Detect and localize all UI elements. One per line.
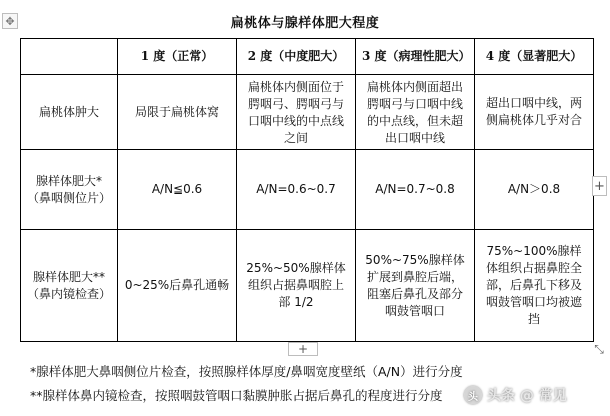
- move-arrows-icon[interactable]: ✥: [2, 13, 18, 29]
- table-cell: 75%~100%腺样体组织占据鼻腔全部，后鼻孔下移及咽鼓管咽口均被遮挡: [475, 230, 594, 342]
- table-cell: 25%~50%腺样体组织占据鼻咽腔上部 1/2: [237, 230, 356, 342]
- plus-icon: +: [297, 342, 309, 356]
- table-row: [21, 75, 594, 150]
- header-row: [21, 39, 594, 75]
- row-label-tonsil: 扁桃体肿大: [21, 75, 118, 150]
- header-grade-3: 3 度（病理性肥大）: [356, 39, 475, 75]
- comparison-table: [20, 38, 594, 342]
- header-grade-1: 1 度（正常）: [118, 39, 237, 75]
- table-cell: A/N＞0.8: [475, 150, 594, 230]
- add-column-button[interactable]: [592, 176, 607, 196]
- table-cell: 局限于扁桃体窝: [118, 75, 237, 150]
- table-row: [21, 230, 594, 342]
- watermark-logo-icon: 头: [464, 386, 482, 404]
- table-cell: 0~25%后鼻孔通畅: [118, 230, 237, 342]
- header-grade-4: 4 度（显著肥大）: [475, 39, 594, 75]
- row-label-adenoid-endoscope: 腺样体肥大**（鼻内镜检查）: [21, 230, 118, 342]
- table-cell: A/N=0.6~0.7: [237, 150, 356, 230]
- footnote-xray: *腺样体肥大鼻咽侧位片检查，按照腺样体厚度/鼻咽宽度壁纸（A/N）进行分度: [30, 364, 463, 379]
- footnote-endoscope: **腺样体鼻内镜检查，按照咽鼓管咽口黏膜肿胀占据后鼻孔的程度进行分度: [30, 388, 443, 403]
- watermark-text: 头条 @ 常见: [487, 388, 567, 404]
- row-label-adenoid-xray: 腺样体肥大*（鼻咽侧位片）: [21, 150, 118, 230]
- table-cell: A/N≦0.6: [118, 150, 237, 230]
- header-empty-cell: [21, 39, 118, 75]
- table-cell: 扁桃体内侧面位于腭咽弓、腭咽弓与口咽中线的中点线之间: [237, 75, 356, 150]
- table-cell: 扁桃体内侧面超出腭咽弓与口咽中线的中点线，但未超出口咽中线: [356, 75, 475, 150]
- table-cell: 超出口咽中线，两侧扁桃体几乎对合: [475, 75, 594, 150]
- add-row-button[interactable]: [288, 342, 318, 356]
- plus-icon: +: [594, 178, 605, 194]
- table-cell: A/N=0.7~0.8: [356, 150, 475, 230]
- watermark: [464, 384, 567, 406]
- table-row: [21, 150, 594, 230]
- resize-diagonal-icon[interactable]: ⤡: [594, 341, 604, 356]
- table-cell: 50%~75%腺样体扩展到鼻腔后端，阻塞后鼻孔及部分咽鼓管咽口: [356, 230, 475, 342]
- table-title: 扁桃体与腺样体肥大程度: [230, 16, 380, 31]
- header-grade-2: 2 度（中度肥大）: [237, 39, 356, 75]
